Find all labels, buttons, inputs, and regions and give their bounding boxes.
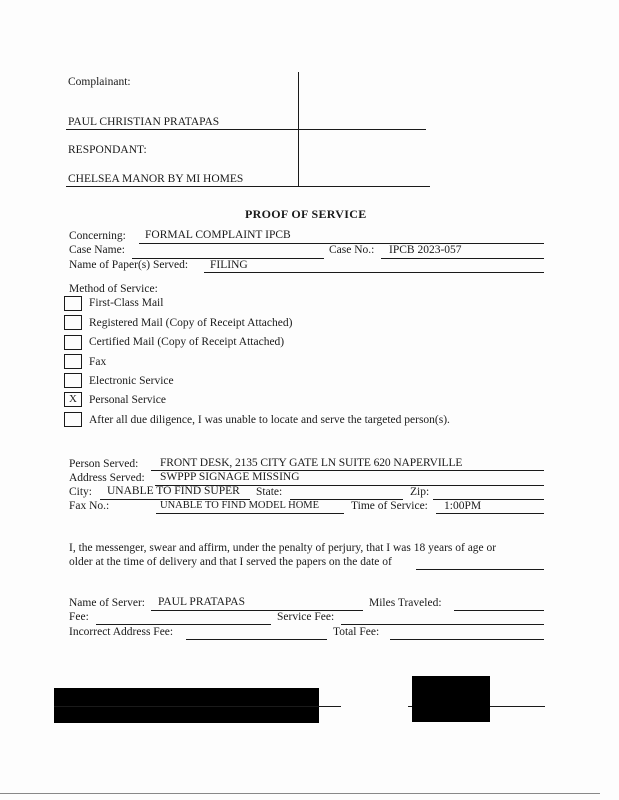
state-label: State: [256,486,283,498]
address-served-value: SWPPP SIGNAGE MISSING [160,471,300,483]
incorrect-address-fee-line [186,639,327,640]
method-label: Method of Service: [69,283,158,295]
checkbox-certified-mail[interactable] [64,335,82,350]
checkbox-first-class-mail[interactable] [64,296,82,311]
option-first-class-mail: First-Class Mail [89,297,164,309]
time-of-service-label: Time of Service: [351,500,428,512]
oath-line-1: I, the messenger, swear and affirm, under the penalty of perjury, that I was 18 years of age or [69,542,497,554]
respondent-divider [66,186,430,187]
server-name-label: Name of Server: [69,597,145,609]
total-fee-label: Total Fee: [333,626,380,638]
case-no-value: IPCB 2023-057 [389,244,462,256]
fax-no-line [156,513,344,514]
page-title: PROOF OF SERVICE [245,207,367,221]
city-label: City: [69,486,93,498]
city-value: UNABLE TO FIND SUPER [107,485,240,497]
checkbox-unable-to-serve[interactable] [64,412,82,427]
checkbox-fax[interactable] [64,354,82,369]
total-fee-line [390,639,544,640]
case-name-label: Case Name: [69,244,125,256]
respondent-label: RESPONDANT: [68,144,147,156]
signature-line [54,706,341,707]
time-of-service-value: 1:00PM [444,500,482,512]
fax-no-value: UNABLE TO FIND MODEL HOME [160,500,320,511]
concerning-value: FORMAL COMPLAINT IPCB [145,229,291,241]
server-name-value: PAUL PRATAPAS [158,596,245,608]
option-unable-to-serve: After all due diligence, I was unable to locate and serve the targeted person(s). [89,414,450,426]
miles-traveled-label: Miles Traveled: [369,597,442,609]
option-certified-mail: Certified Mail (Copy of Receipt Attached) [89,336,285,348]
option-registered-mail: Registered Mail (Copy of Receipt Attached) [89,317,293,329]
checkbox-electronic-service[interactable] [64,373,82,388]
person-served-label: Person Served: [69,458,139,470]
miles-traveled-line [454,610,544,611]
paper-served-value: FILING [210,259,248,271]
address-served-label: Address Served: [69,472,145,484]
redacted-date [412,676,490,722]
person-served-value: FRONT DESK, 2135 CITY GATE LN SUITE 620 NAPERVILLE [160,457,463,469]
scan-edge-line [0,793,600,794]
complainant-divider [66,129,426,130]
fee-label: Fee: [69,611,89,623]
checkbox-registered-mail[interactable] [64,315,82,330]
paper-served-label: Name of Paper(s) Served: [69,259,189,271]
complainant-name: PAUL CHRISTIAN PRATAPAS [68,116,220,128]
oath-line-2: older at the time of delivery and that I served the papers on the date of [69,556,392,568]
case-no-label: Case No.: [329,244,375,256]
fee-line [96,624,271,625]
respondent-name: CHELSEA MANOR BY MI HOMES [68,173,244,185]
concerning-label: Concerning: [69,230,126,242]
option-personal-service: Personal Service [89,394,166,406]
service-date-line [416,569,544,570]
service-fee-label: Service Fee: [277,611,335,623]
zip-label: Zip: [410,486,430,498]
incorrect-address-fee-label: Incorrect Address Fee: [69,626,174,638]
case-no-line [381,258,544,259]
caption-vertical-rule [298,72,299,186]
complainant-label: Complainant: [68,76,131,88]
fax-no-label: Fax No.: [69,500,110,512]
option-electronic-service: Electronic Service [89,375,174,387]
checkbox-personal-service[interactable]: X [64,392,82,407]
service-fee-line [341,624,544,625]
time-of-service-line [436,513,544,514]
option-fax: Fax [89,356,107,368]
paper-served-line [204,272,544,273]
